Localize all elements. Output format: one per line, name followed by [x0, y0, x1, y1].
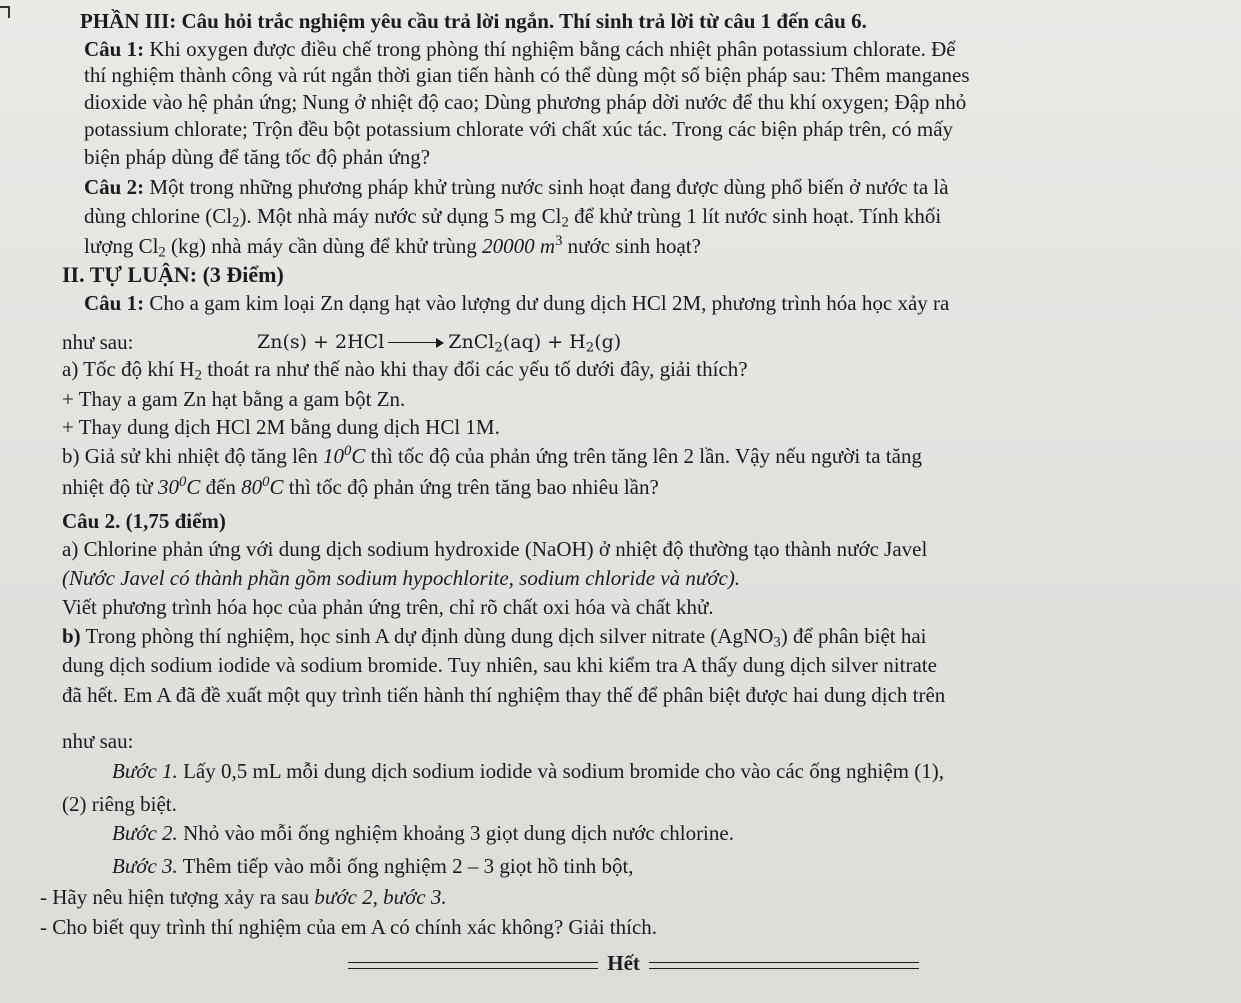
section-3-question-1-line-2: thí nghiệm thành công và rút ngắn thời gian tiến hành có thể dùng một số biện pháp sau: Thêm manganes [84, 63, 970, 87]
section-3-question-2-line-3: lượng $Cl_2$ (kg) nhà máy cần dùng để khử trùng 20000 $m^3$ nước sinh hoạt? [84, 232, 701, 261]
procedure-step-2: Bước 2. Nhỏ vào mỗi ống nghiệm khoảng 3 giọt dung dịch nước chlorine. [112, 821, 734, 845]
essay-question-2a-note: (Nước Javel có thành phần gồm sodium hypochlorite, sodium chloride và nước). [62, 566, 741, 590]
essay-question-2b-line-3: đã hết. Em A đã đề xuất một quy trình tiến hành thí nghiệm thay thế để phân biệt được hai dung dịch trên [62, 683, 946, 707]
procedure-step-1: Bước 1. Lấy 0,5 mL mỗi dung dịch sodium iodide và sodium bromide cho vào các ống nghiệm (1), [112, 759, 944, 783]
section-3-title: PHẦN III: Câu hỏi trắc nghiệm yêu cầu trả lời ngắn. Thí sinh trả lời từ câu 1 đến câu 6. [80, 9, 867, 33]
section-3-question-1-line-4: potassium chlorate; Trộn đều bột potassium chlorate với chất xúc tác. Trong các biện pháp trên, có mấy [84, 117, 954, 141]
section-3-question-1-line-5: biện pháp dùng để tăng tốc độ phản ứng? [84, 145, 431, 169]
section-3-question-2: Câu 2: Một trong những phương pháp khử trùng nước sinh hoạt đang được dùng phổ biến ở nước ta là [84, 175, 949, 199]
procedure-step-3: Bước 3. Thêm tiếp vào mỗi ống nghiệm 2 – 3 giọt hồ tinh bột, [112, 854, 634, 878]
essay-question-2-task-2: - Cho biết quy trình thí nghiệm của em A có chính xác không? Giải thích. [40, 915, 658, 939]
section-3-question-2-line-2: dùng chlorine $(Cl_2)$. Một nhà máy nước sử dụng 5 mg $Cl_2$ để khử trùng 1 lít nước sinh hoạt. Tính khối [84, 204, 942, 231]
essay-question-2b-line-2: dung dịch sodium iodide và sodium bromide. Tuy nhiên, sau khi kiểm tra A thấy dung dịch silver nitrate [62, 653, 937, 677]
essay-section-title: II. TỰ LUẬN: (3 Điểm) [62, 262, 284, 287]
procedure-step-1-line-2: (2) riêng biệt. [62, 792, 177, 816]
essay-question-2b-line-4: như sau: [62, 729, 134, 753]
essay-question-2-task-1: - Hãy nêu hiện tượng xảy ra sau bước 2, bước 3. [40, 885, 447, 909]
end-left-rule [348, 962, 598, 969]
section-3-question-1: Câu 1: Khi oxygen được điều chế trong phòng thí nghiệm bằng cách nhiệt phân potassium chlorate. Để [84, 37, 956, 61]
end-right-rule [649, 962, 919, 969]
essay-question-1b: b) Giả sử khi nhiệt độ tăng lên $10^0C$ thì tốc độ của phản ứng trên tăng lên 2 lần. Vậy nếu người ta tăng [62, 442, 922, 468]
essay-question-1-equation-line: như sau: [62, 330, 134, 354]
essay-question-2a-task: Viết phương trình hóa học của phản ứng trên, chỉ rõ chất oxi hóa và chất khử. [62, 595, 714, 619]
essay-question-1: Câu 1: Cho a gam kim loại Zn dạng hạt vào lượng dư dung dịch HCl 2M, phương trình hóa học xảy ra [84, 291, 950, 315]
corner-mark [0, 6, 10, 18]
essay-question-2b: b) Trong phòng thí nghiệm, học sinh A dự định dùng dung dịch silver nitrate (AgNO$_3$) để phân biệt hai [62, 624, 927, 651]
essay-question-1b-line-2: nhiệt độ từ $30^0C$ đến $80^0C$ thì tốc độ phản ứng trên tăng bao nhiêu lần? [62, 473, 659, 499]
essay-question-2a: a) Chlorine phản ứng với dung dịch sodium hydroxide (NaOH) ở nhiệt độ thường tạo thành nước Javel [62, 537, 928, 561]
essay-question-1a: a) Tốc độ khí $H_2$ thoát ra như thế nào khi thay đổi các yếu tố dưới đây, giải thích? [62, 357, 748, 384]
essay-question-1a-option-1: + Thay a gam Zn hạt bằng a gam bột Zn. [62, 387, 406, 411]
essay-question-2-title: Câu 2. (1,75 điểm) [62, 509, 226, 533]
end-marker: Hết [348, 950, 919, 976]
section-3-question-1-line-3: dioxide vào hệ phản ứng; Nung ở nhiệt độ cao; Dùng phương pháp dời nước để thu khí oxygen; Đập nhỏ [84, 90, 967, 114]
reaction-arrow-icon [388, 338, 444, 348]
reaction-equation: Zn(s) + 2HCl ZnCl$_2$(aq) + $H_2(g)$ [257, 331, 622, 356]
essay-question-1a-option-2: + Thay dung dịch HCl 2M bằng dung dịch HCl 1M. [62, 415, 500, 439]
